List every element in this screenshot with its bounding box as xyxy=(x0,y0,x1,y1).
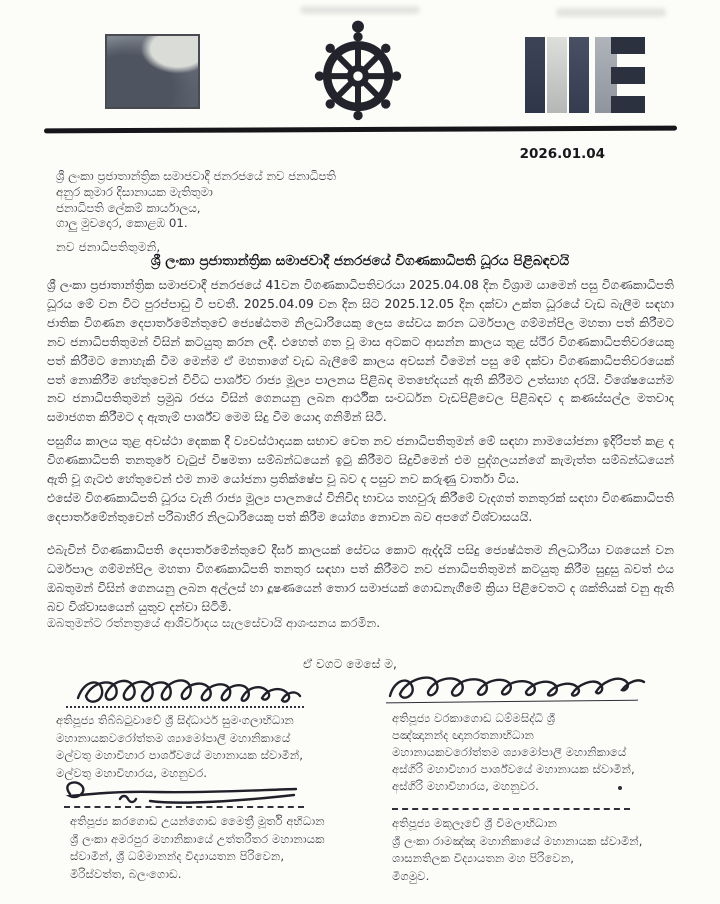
signatory-line: අතිපූජ්‍ය තිබ්බටුවාවේ ශ්‍රී සිද්ධාර්ථ සුමංගලාභිධාන xyxy=(56,713,294,727)
logo-bar xyxy=(525,37,545,113)
signatory-line: පඤ්ඤානන්ද ඥානරතනාභිධාන xyxy=(392,727,534,742)
recipient-address xyxy=(56,169,336,232)
logo-bar xyxy=(547,37,567,113)
signatory-line: මහානායකවරෝත්තම ශ්‍යාමෝපාලී මහානිකායේ xyxy=(56,730,291,745)
body-paragraph-3: එසේම විගණකාධිපති ධූරය වැනි රාජ්‍ය මූල්‍ය පාලනයේ විනිවිද භාවය තහවුරු කිරීමේ වැදගත් තනතුරක් සඳහා විගණකාධිපති දෙපාර්තමේන්තුවෙන් පරිබාහිර නිලධාරියෙකු පත් කිරීම යෝග්‍ය නොවන බව අපගේ විශ්වාසයයි. xyxy=(47,491,674,524)
signatory-line: අතිපූජ්‍ය කරගොඩ උයන්ගොඩ මෛත්‍රී මූර්ති අභිධාන xyxy=(70,814,325,828)
body-paragraph-1: ශ්‍රී ලංකා ප්‍රජාතාන්ත්‍රික සමාජවාදී ජනරජයේ 41වන විගණකාධිපතිවරයා 2025.04.08 දින විශ්‍රාම යාමෙන් පසු විගණකාධිපති ධූරය මේ වන විට පුරප්පාඩු වී පවතී. 2025.04.09 වන දින සිට 2025.12.05 දින දක්වා උක්ත ධූරයේ වැඩ බැලීම සඳහා ජාතික විගණන දෙපාර්තමේන්තුවේ ජ්‍යෙෂ්ඨතම නිලධාරියෙකු ලෙස සේවය කරන ධර්මපාල ගම්මන්පිල මහතා පත් කිරීමට නව ජනාධිපතිතුමන් විසින් කටයුතු කරන ලදී. එහෙත් ගත වූ මාස අටකට ආසන්න කාලය තුළ ස්ථීර විගණකාධිපතිවරයෙකු පත් කිරීමට නොහැකි වීම මෙන්ම ඒ මහතාගේ වැඩ බැලීමේ කාලය අවසන් වීමෙන් පසු මේ දක්වා විගණකාධිපතිවරයෙක් පත් නොකිරීම හේතුවෙන් විවිධ පාර්ශ්ව රාජ්‍ය මූල්‍ය පාලනය පිළිබඳ මතභේදයන් ඇති කිරීමට උත්සාහ දරයි. විශේෂයෙන්ම නව ජනාධිපතිතුමන් ප්‍රමුඛ රජය විසින් ගෙනයනු ලබන ආර්ථික සංවර්ධන වැඩපිළිවෙල පිළිබඳව ද කණස්සල්ල මතවාද සමාජගත කිරීමට ද ඇතැම් පාර්ශ්ව මෙම සිදු වීම යොදා ගනිමින් සිටී. xyxy=(47,278,674,425)
signatory-line: මල්වතු මහාවිහාරය, මහනුවර. xyxy=(56,765,207,780)
signatory-ramanna-block xyxy=(392,815,642,885)
closing-line: ඔබතුමන්ට රත්නත්‍රයේ ආශිර්වාදය සැලසේවායි ආශංසනය කරමින. xyxy=(47,616,381,630)
logo-e-arm xyxy=(611,67,645,84)
recipient-line: අනුර කුමාර දිසානායක මැතිතුමා xyxy=(56,184,213,199)
logo-e-arm xyxy=(611,96,645,113)
iie-bars-logo xyxy=(525,37,647,113)
signatory-line: ශ්‍රී ලංකා රාමඤ්ඤ මහානිකායේ මහානායක ස්වාමීන්, xyxy=(392,833,643,848)
signatory-line: අස්ගිරි මහාවිහාර පාර්ශ්වයේ මහානායක ස්වාමීන්, xyxy=(392,761,635,776)
logo-e-arm xyxy=(611,37,645,54)
letter-date: 2026.01.04 xyxy=(519,146,605,162)
body-paragraph-4: එබැවින් විගණකාධිපති දෙපාර්තමේන්තුවේ දීර්ඝ කාලයක් සේවය කොට ඇද්දැයි පසිදු ජ්‍යෙෂ්ඨතම නිලධාරියා වශයෙන් වන ධර්මපාල ගම්මන්පිල මහතා විගණකාධිපති තනතුර සඳහා පත් කිරීමට නව ජනාධිපතිතුමන් කටයුතු කිරීම සුදුසු බවත් එය ඔබතුමන් විසින් ගෙනයනු ලබන අල්ලස් හා දූෂණයෙන් තොර සමාජයක් ගොඩනැගීමේ ක්‍රියා පිළිවෙතට ද ශක්තියක් වනු ඇති බව විශ්වාසයෙන් යුතුව දන්වා සිටිමි. xyxy=(47,543,674,614)
signatory-line: ශ්‍රී ලංකා අමරපුර මහානිකායේ උත්තරීතර මහානායක xyxy=(70,831,325,846)
signatory-asgiri-block xyxy=(392,710,635,795)
recipient-line: ශ්‍රී ලංකා ප්‍රජාතාන්ත්‍රික සමාජවාදී ජනරජයේ නව ජනාධිපති xyxy=(56,169,336,183)
signoff-line: ඒ වගට මෙසේ ම, xyxy=(303,657,397,671)
signatory-line: ශාසනතිලක විද්‍යායතන මහ පිරිවෙන, xyxy=(392,851,574,865)
salutation: නව ජනාධිපතිතුමනි, xyxy=(56,240,161,254)
subject-heading: ශ්‍රී ලංකා ප්‍රජාතාන්ත්‍රික සමාජවාදී ජනරජයේ විගණකාධිපති ධූරය පිළිබඳවයි xyxy=(150,253,570,269)
photo-emblem xyxy=(105,34,200,109)
signatory-amarapura-block xyxy=(70,813,325,883)
signature-line xyxy=(66,706,304,708)
signatory-line: ස්වාමීන්, ශ්‍රී ධම්මානන්ද විද්‍යායතන පිරිවෙන, xyxy=(70,849,285,863)
recipient-line: ගාලු මුවදොර, කොළඹ 01. xyxy=(56,216,188,231)
signature-amarapura xyxy=(58,778,303,808)
signatory-line: මල්වතු මහාවිහාර පාර්ශ්වයේ මහානායක ස්වාමීන්, xyxy=(56,748,303,762)
signatory-line: මහානායකවරෝත්තම ශ්‍යාමෝපාලී මහානිකායේ xyxy=(392,744,627,759)
body-paragraph-2: පසුගිය කාලය තුළ අවස්ථා දෙකක දී ව්‍යවස්ථාදායක සභාව වෙත නව ජනාධිපතිතුමන් මේ සඳහා නාමයෝජනා ඉදිරිපත් කළ ද විගණකාධිපති තනතුරේ වැටුප් විෂමතා සම්බන්ධයෙන් ඉටු කිරීමට සිදුවීමෙන් එම පුද්ගලයන්ගේ කැමැත්ත සම්බන්ධයෙන් ඇති වූ ගැටළු හේතුවෙන් එම නාම යෝජනා ප්‍රතික්ෂේප වූ බව ද පසුව නව කරුණු වාර්තා විය. xyxy=(47,434,674,486)
ink-dot-artifact xyxy=(618,786,622,790)
letterhead-divider xyxy=(44,126,677,134)
signatory-line: අතිපූජ්‍ය වරකාගොඩ ධම්මසිද්ධි ශ්‍රී xyxy=(392,711,556,725)
signatory-line: අතිපූජ්‍ය මකුලෑවේ ශ්‍රී විමලාභිධාන xyxy=(392,816,558,830)
signature-line xyxy=(392,808,630,810)
logo-bar xyxy=(569,37,589,113)
signatory-line: මිරිස්වත්ත, බලංගොඩ. xyxy=(70,866,182,881)
scan-smudge xyxy=(556,8,666,17)
signatory-line: අස්ගිරි මහාවිහාරය, මහනුවර. xyxy=(392,778,539,793)
signature-malwathu xyxy=(72,674,304,710)
signature-line xyxy=(64,806,304,808)
dharma-wheel-icon xyxy=(314,18,402,124)
recipient-line: ජනාධිපති ලේකම් කාර්යාලය, xyxy=(56,200,201,215)
signatory-line: මීගමුව. xyxy=(392,868,430,883)
signatory-malwathu-block xyxy=(56,712,303,782)
scan-smudge xyxy=(300,6,420,14)
